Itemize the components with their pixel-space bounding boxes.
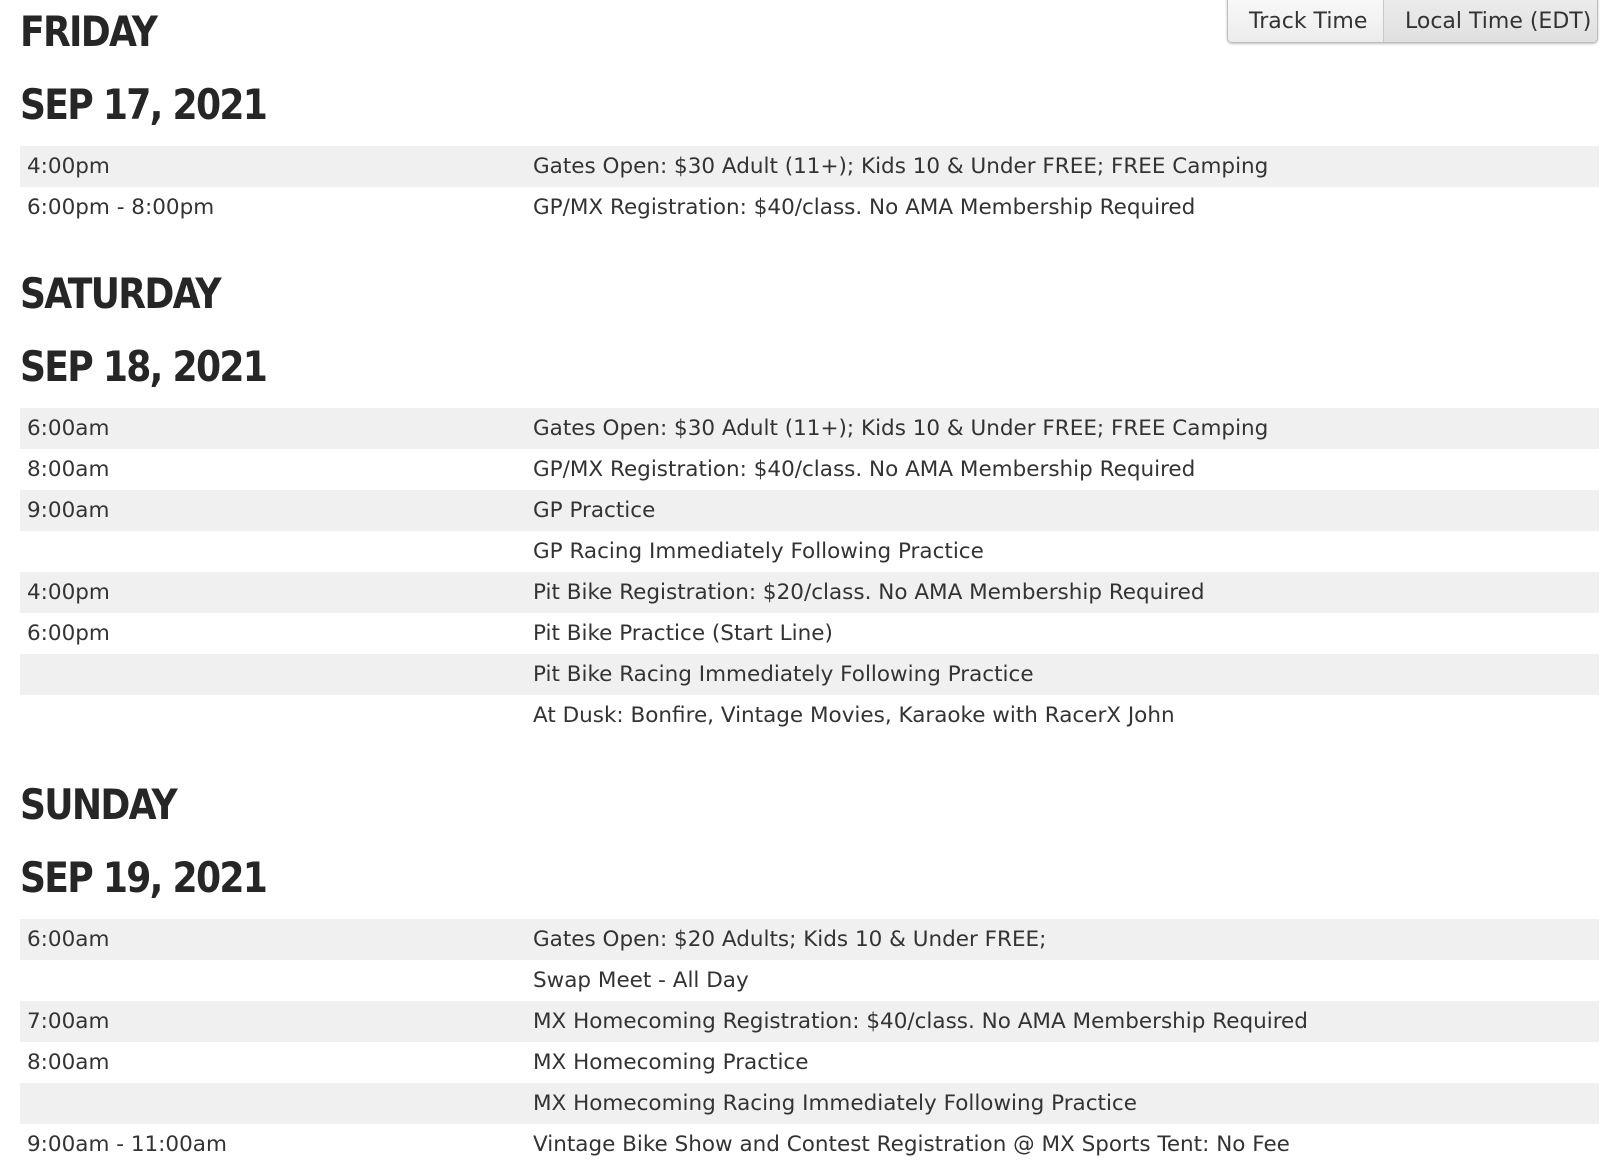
event-time: 6:00pm — [27, 621, 110, 646]
event-list — [20, 146, 1599, 228]
day-sunday — [20, 773, 1599, 1165]
event-time: 9:00am - 11:00am — [27, 1132, 227, 1157]
day-name: FRIDAY — [20, 7, 157, 56]
day-saturday — [20, 262, 1599, 736]
event-description: Pit Bike Practice (Start Line) — [533, 621, 833, 646]
schedule-row — [20, 572, 1599, 613]
event-time: 6:00am — [27, 416, 110, 441]
event-time: 8:00am — [27, 1050, 110, 1075]
event-time: 6:00pm - 8:00pm — [27, 195, 215, 220]
schedule-row — [20, 1001, 1599, 1042]
schedule-row — [20, 960, 1599, 1001]
event-description: MX Homecoming Practice — [533, 1050, 809, 1075]
event-time: 6:00am — [27, 927, 110, 952]
schedule-row — [20, 613, 1599, 654]
schedule-row — [20, 1042, 1599, 1083]
day-friday — [20, 0, 1599, 228]
schedule-row — [20, 1083, 1599, 1124]
event-description: GP Racing Immediately Following Practice — [533, 539, 984, 564]
event-time: 9:00am — [27, 498, 110, 523]
event-description: GP/MX Registration: $40/class. No AMA Membership Required — [533, 195, 1196, 220]
event-description: Gates Open: $30 Adult (11+); Kids 10 & Under FREE; FREE Camping — [533, 154, 1269, 179]
event-description: Pit Bike Racing Immediately Following Practice — [533, 662, 1034, 687]
event-time: 8:00am — [27, 457, 110, 482]
event-description: GP Practice — [533, 498, 656, 523]
track-time-button[interactable]: Track Time — [1228, 0, 1383, 42]
day-date: SEP 17, 2021 — [20, 80, 267, 129]
schedule-row — [20, 408, 1599, 449]
day-name: SUNDAY — [20, 780, 176, 829]
event-description: MX Homecoming Racing Immediately Following Practice — [533, 1091, 1137, 1116]
schedule-row — [20, 146, 1599, 187]
event-description: Pit Bike Registration: $20/class. No AMA Membership Required — [533, 580, 1205, 605]
event-description: GP/MX Registration: $40/class. No AMA Membership Required — [533, 457, 1196, 482]
day-date: SEP 18, 2021 — [20, 342, 267, 391]
day-date: SEP 19, 2021 — [20, 853, 267, 902]
schedule-row — [20, 1124, 1599, 1165]
event-description: At Dusk: Bonfire, Vintage Movies, Karaoke with RacerX John — [533, 703, 1175, 728]
event-time: 7:00am — [27, 1009, 110, 1034]
schedule-row — [20, 531, 1599, 572]
schedule-row — [20, 490, 1599, 531]
schedule-row — [20, 654, 1599, 695]
event-list — [20, 408, 1599, 736]
schedule-row — [20, 187, 1599, 228]
event-description: MX Homecoming Registration: $40/class. No AMA Membership Required — [533, 1009, 1308, 1034]
event-description: Gates Open: $20 Adults; Kids 10 & Under FREE; — [533, 927, 1047, 952]
schedule — [20, 0, 1599, 1165]
event-description: Vintage Bike Show and Contest Registration @ MX Sports Tent: No Fee — [533, 1132, 1290, 1157]
event-time: 4:00pm — [27, 580, 110, 605]
event-description: Gates Open: $30 Adult (11+); Kids 10 & Under FREE; FREE Camping — [533, 416, 1269, 441]
local-time-button[interactable]: Local Time (EDT) — [1383, 0, 1597, 42]
schedule-row — [20, 919, 1599, 960]
event-description: Swap Meet - All Day — [533, 968, 749, 993]
day-spacer — [20, 228, 1599, 262]
day-spacer — [20, 736, 1599, 773]
event-time: 4:00pm — [27, 154, 110, 179]
day-name: SATURDAY — [20, 269, 220, 318]
schedule-row — [20, 695, 1599, 736]
event-list — [20, 919, 1599, 1165]
schedule-row — [20, 449, 1599, 490]
